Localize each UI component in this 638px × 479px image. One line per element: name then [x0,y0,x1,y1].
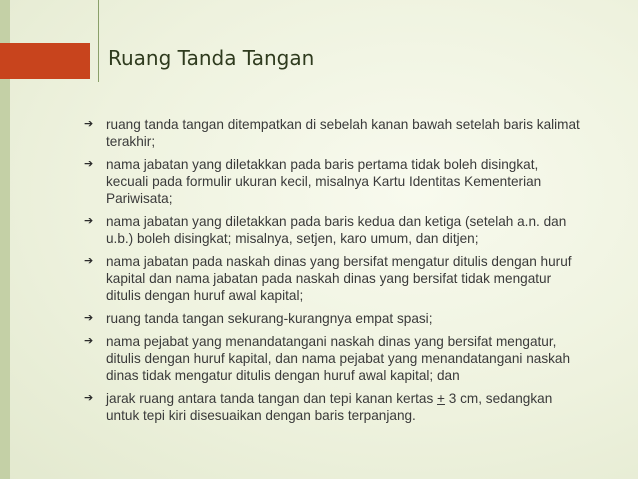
title-divider-line [98,0,99,82]
bullet-text-part: jarak ruang antara tanda tangan dan tepi kanan kertas [106,391,438,406]
arrow-bullet-icon: ➔ [84,158,94,170]
list-item [84,333,584,384]
arrow-bullet-icon: ➔ [84,392,94,404]
slide-title: Ruang Tanda Tangan [108,46,315,70]
list-item [84,310,584,327]
list-item [84,116,584,150]
arrow-bullet-icon: ➔ [84,215,94,227]
bullet-text: nama jabatan pada naskah dinas yang bersifat mengatur ditulis dengan huruf kapital dan nama jabatan pada naskah dinas yang bersifat tidak mengatur ditulis dengan huruf awal kapital; [106,254,572,303]
arrow-bullet-icon: ➔ [84,312,94,324]
bullet-text: nama jabatan yang diletakkan pada baris kedua dan ketiga (setelah a.n. dan u.b.) boleh disingkat; misalnya, setjen, karo umum, dan ditjen; [106,214,567,246]
arrow-bullet-icon: ➔ [84,335,94,347]
bullet-text: nama jabatan yang diletakkan pada baris pertama tidak boleh disingkat, kecuali pada formulir ukuran kecil, misalnya Kartu Identitas Kementerian Pariwisata; [106,157,542,206]
bullet-text: ruang tanda tangan sekurang-kurangnya empat spasi; [106,311,433,326]
bullet-text: ruang tanda tangan ditempatkan di sebelah kanan bawah setelah baris kalimat terakhir; [106,117,580,149]
list-item [84,156,584,207]
list-item [84,253,584,304]
bullet-text: nama pejabat yang menandatangani naskah dinas yang bersifat mengatur, ditulis dengan huruf kapital, dan nama pejabat yang menandatangani naskah dinas tidak mengatur ditulis dengan huruf awal kapital; dan [106,334,571,383]
bullet-list [84,116,584,430]
bullet-text [106,390,584,424]
list-item [84,213,584,247]
bullet-text-part: 3 cm, sedangkan untuk tepi kiri disesuaikan dengan baris terpanjang. [106,391,553,423]
title-accent-block [0,43,90,79]
list-item [84,390,584,424]
arrow-bullet-icon: ➔ [84,255,94,267]
arrow-bullet-icon: ➔ [84,118,94,130]
plus-minus-sign: + [437,391,445,406]
